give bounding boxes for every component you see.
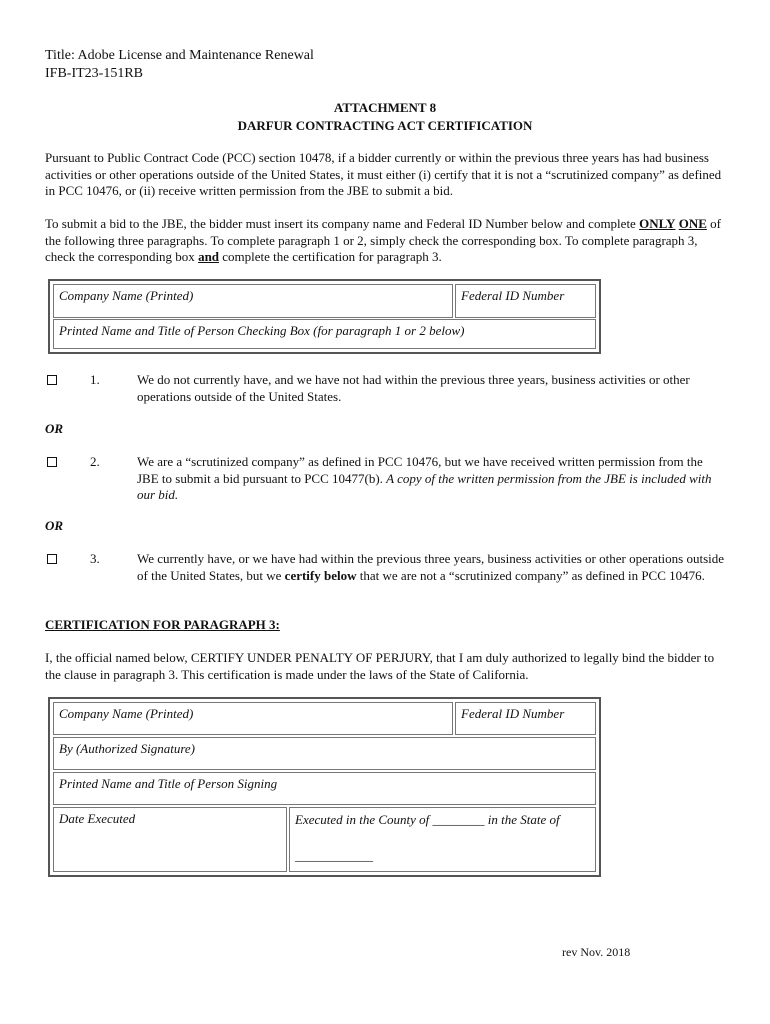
option-1-text: We do not currently have, and we have not had within the previous three years, business activities or other operations outside of the United States. — [137, 372, 690, 404]
attachment-heading: ATTACHMENT 8 — [333, 100, 437, 115]
option-2-text — [137, 454, 727, 504]
option-3-checkbox[interactable] — [47, 554, 57, 564]
instructions-paragraph — [45, 216, 727, 266]
authorized-signature-label: By (Authorized Signature) — [59, 741, 195, 756]
cert-company-name-field[interactable] — [53, 702, 453, 735]
option-3-number: 3. — [90, 551, 100, 566]
cert-federal-id-field[interactable] — [455, 702, 596, 735]
bidder-info-table — [48, 279, 601, 354]
printed-name-checking-label: Printed Name and Title of Person Checking Box (for paragraph 1 or 2 below) — [59, 323, 465, 338]
or-separator-2: OR — [45, 518, 64, 533]
county-state-blank: ____________ — [295, 848, 373, 863]
option-2-checkbox[interactable] — [47, 457, 57, 467]
option-2-main: We are a “scrutinized company” as defined in PCC 10476, but we have received written permission from the JBE to submit a bid pursuant to PCC 10477(b). — [137, 454, 703, 486]
option-3-certify-below: certify below — [284, 567, 357, 583]
option-1-number: 1. — [90, 372, 100, 387]
company-name-label: Company Name (Printed) — [59, 288, 194, 303]
certification-table — [48, 697, 601, 877]
option-1-checkbox[interactable] — [47, 375, 57, 385]
option-3-part-a: We currently have, or we have had within the previous three years, business activities or other operations outside of the United States, but we — [137, 551, 725, 583]
printed-name-signing-field[interactable] — [53, 772, 596, 805]
federal-id-field[interactable] — [455, 284, 596, 318]
revision-date: rev Nov. 2018 — [562, 945, 631, 959]
date-executed-field[interactable] — [53, 807, 287, 872]
or-separator-1: OR — [45, 421, 64, 436]
option-2-italic: A copy of the written permission from the JBE is included with our bid. — [137, 470, 712, 502]
date-executed-label: Date Executed — [59, 811, 136, 826]
option-3-part-c: that we are not a “scrutinized company” as defined in PCC 10476. — [356, 567, 705, 583]
county-state-label: Executed in the County of ________ in the State of — [295, 812, 560, 827]
act-heading: DARFUR CONTRACTING ACT CERTIFICATION — [237, 118, 533, 133]
and-emphasis: and — [198, 249, 220, 264]
ifb-number: IFB-IT23-151RB — [45, 66, 143, 81]
authorized-signature-field[interactable] — [53, 737, 596, 770]
option-3-text — [137, 551, 727, 584]
company-name-field[interactable] — [53, 284, 453, 318]
option-2-number: 2. — [90, 454, 100, 469]
county-state-field[interactable] — [289, 807, 596, 872]
federal-id-label: Federal ID Number — [461, 288, 565, 303]
one-emphasis: ONE — [678, 216, 707, 231]
intro-paragraph: Pursuant to Public Contract Code (PCC) section 10478, if a bidder currently or within the previous three years has had business activities or other operations outside of the United States, it must either (i) certify that it is not a “scrutinized company” as defined in PCC 10476, or (ii) receive written permission from the JBE to submit a bid. — [45, 150, 722, 198]
cert-federal-id-label: Federal ID Number — [461, 706, 565, 721]
certification-text: I, the official named below, CERTIFY UNDER PENALTY OF PERJURY, that I am duly authorized to legally bind the bidder to the clause in paragraph 3. This certification is made under the laws of the State of California. — [45, 650, 715, 682]
certification-heading: CERTIFICATION FOR PARAGRAPH 3: — [45, 617, 280, 632]
instructions-part2: of the following three paragraphs. To complete paragraph 1 or 2, simply check the corresponding box. To complete paragraph 3, check the corresponding box — [45, 216, 721, 264]
cert-company-name-label: Company Name (Printed) — [59, 706, 194, 721]
only-emphasis: ONLY — [639, 216, 676, 231]
printed-name-signing-label: Printed Name and Title of Person Signing — [59, 776, 278, 791]
instructions-part3: complete the certification for paragraph 3. — [219, 249, 442, 264]
document-title: Title: Adobe License and Maintenance Renewal — [45, 48, 314, 63]
instructions-part1: To submit a bid to the JBE, the bidder must insert its company name and Federal ID Number below and complete — [45, 216, 640, 231]
printed-name-checking-field[interactable] — [53, 319, 596, 349]
